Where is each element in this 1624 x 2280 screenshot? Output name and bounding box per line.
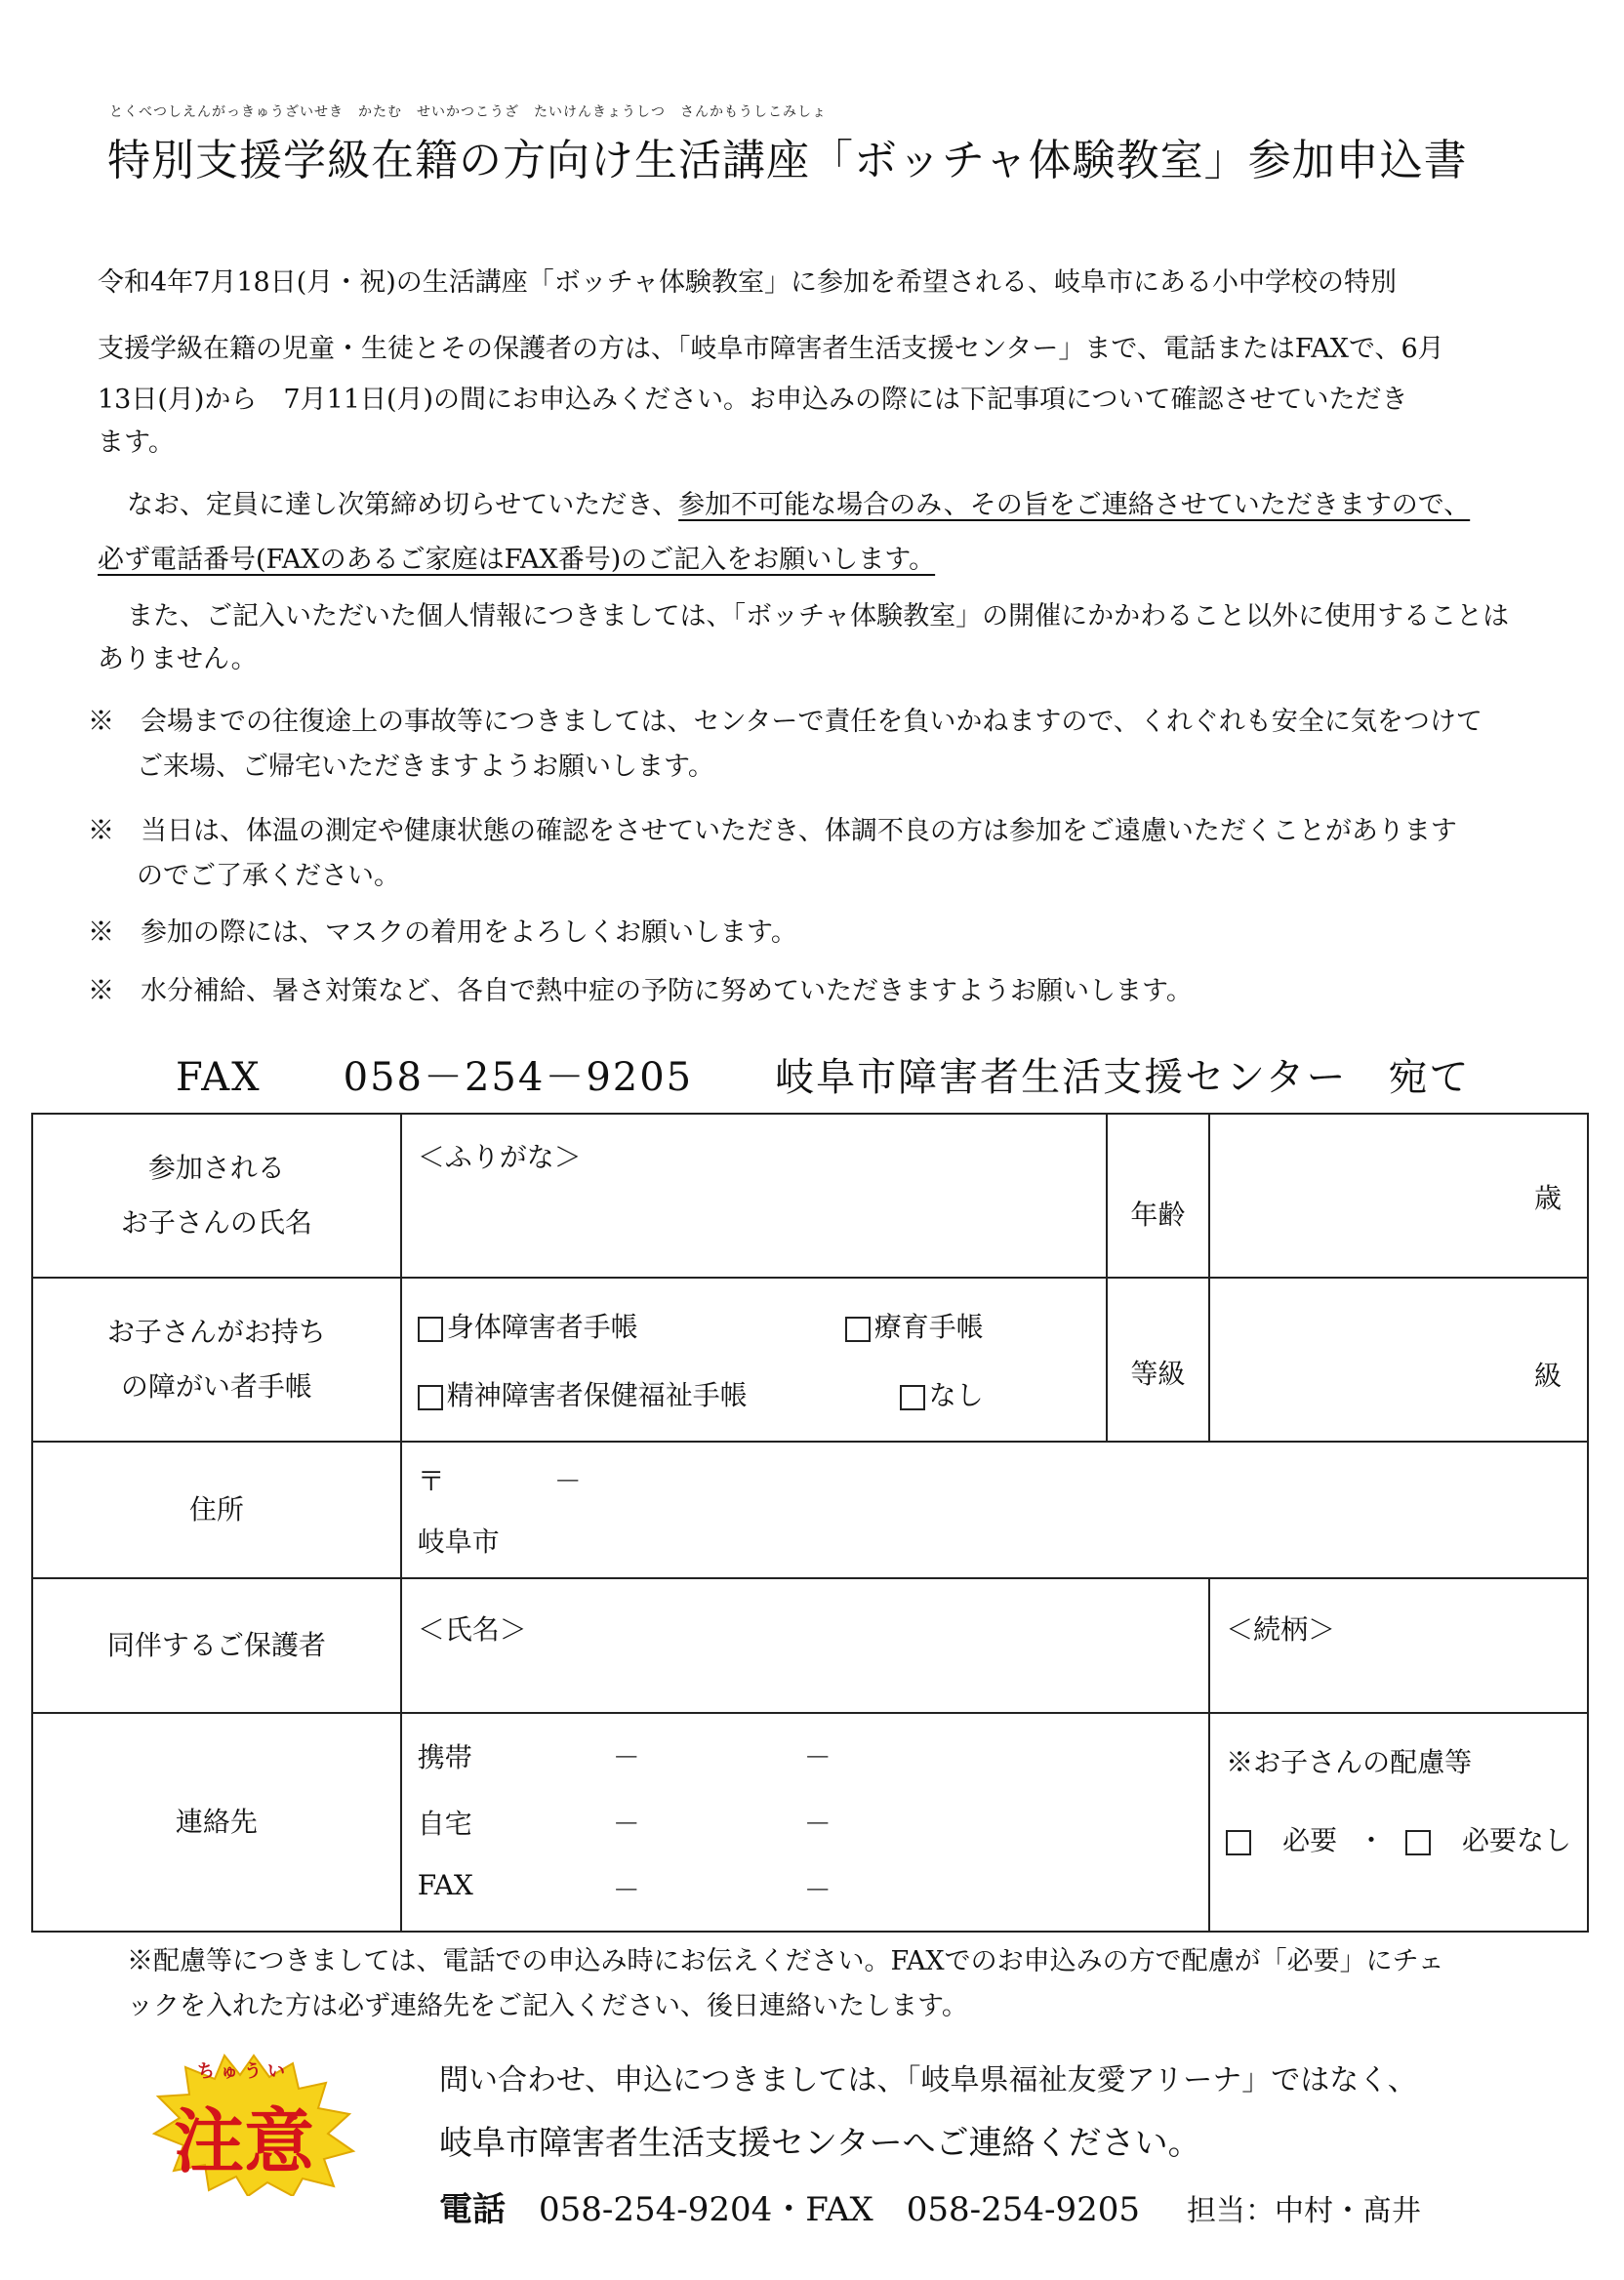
note-4-line-1: 水分補給、暑さ対策など、各自で熱中症の予防に努めていただきますようお願いします。	[141, 976, 1193, 1006]
note-4	[88, 970, 1193, 1013]
child-name-label	[32, 1114, 401, 1278]
checkbox-icon[interactable]	[1226, 1830, 1251, 1855]
privacy-line-1: また、ご記入いただいた個人情報につきましては、「ボッチャ体験教室」の開催にかかわること以外に使用することは	[127, 601, 1510, 631]
caution-line-2: 岐阜市障害者生活支援センターへご連絡ください。	[439, 2124, 1201, 2163]
contact-fax[interactable]	[418, 1869, 1193, 1908]
fax-header	[176, 1046, 1471, 1102]
checkbox-icon[interactable]	[1405, 1830, 1431, 1855]
consideration-label: ※お子さんの配慮等	[1226, 1746, 1473, 1778]
checkbox-icon[interactable]	[845, 1317, 871, 1342]
handbook-option-physical[interactable]	[418, 1306, 638, 1345]
contact-mobile-label: 携帯	[417, 1741, 472, 1773]
relation-label: ＜続柄＞	[1226, 1613, 1336, 1646]
title-furigana: とくべつしえんがっきゅうざいせき かたむ せいかつこうざ たいけんきょうしつ さんかもうしこみしょ	[109, 104, 827, 120]
note-1-line-1: 会場までの往復途上の事故等につきましては、センターで責任を負いかねますので、くれぐれも安全に気をつけて	[141, 707, 1482, 737]
footnote-line-1: ※配慮等につきましては、電話での申込み時にお伝えください。FAXでのお申込みの方で配慮が「必要」にチェ	[127, 1946, 1444, 1976]
contact-home-dashes: － －	[612, 1808, 832, 1840]
note-mark: ※	[88, 917, 114, 948]
handbook-option-ryoiku[interactable]	[845, 1306, 984, 1345]
child-name-field[interactable]	[401, 1114, 1107, 1278]
grade-field[interactable]	[1209, 1278, 1588, 1442]
note-2	[88, 810, 1457, 853]
intro-line-3: 13日(月)から 7月11日(月)の間にお申込みください。お申込みの際には下記事項について確認させていただき	[98, 385, 1408, 415]
age-unit: 歳	[1533, 1182, 1562, 1214]
handbook-option-none-label: なし	[928, 1379, 984, 1411]
checkbox-icon[interactable]	[900, 1385, 925, 1410]
handbook-options	[401, 1278, 1107, 1442]
child-name-label-1: 参加される	[147, 1152, 285, 1184]
contact-home-label: 自宅	[417, 1808, 472, 1840]
footnote-line-2: ックを入れた方は必ず連絡先をご記入ください、後日連絡いたします。	[127, 1991, 968, 2021]
handbook-option-none[interactable]	[900, 1374, 984, 1413]
grade-unit: 級	[1533, 1360, 1562, 1392]
handbook-option-physical-label: 身体障害者手帳	[446, 1311, 638, 1343]
capacity-text: なお、定員に達し次第締め切らせていただき、	[127, 490, 679, 520]
row-address	[32, 1442, 1588, 1578]
age-field[interactable]	[1209, 1114, 1588, 1278]
contact-mobile-dashes: － －	[612, 1741, 832, 1773]
capacity-line-2: 必ず電話番号(FAXのあるご家庭はFAX番号)のご記入をお願いします。	[98, 545, 936, 575]
relation-field[interactable]	[1209, 1578, 1588, 1713]
capacity-line-1	[127, 484, 1562, 527]
consideration-none-option[interactable]	[1405, 1824, 1571, 1856]
caution-line-1: 問い合わせ、申込につきましては、「岐阜県福祉友愛アリーナ」ではなく、	[439, 2063, 1417, 2097]
capacity-underlined: 参加不可能な場合のみ、その旨をご連絡させていただきますので、	[678, 490, 1471, 520]
note-2-line-1: 当日は、体温の測定や健康状態の確認をさせていただき、体調不良の方は参加をご遠慮いただくことがあります	[141, 816, 1457, 846]
caution-phone-line	[439, 2182, 1140, 2230]
contact-mobile[interactable]	[418, 1736, 1193, 1775]
note-3	[88, 912, 797, 955]
guardian-name-label: ＜氏名＞	[417, 1613, 527, 1646]
handbook-option-ryoiku-label: 療育手帳	[873, 1311, 984, 1343]
guardian-name-field[interactable]	[401, 1578, 1209, 1713]
consideration-need-label: 必要	[1282, 1824, 1338, 1856]
handbook-label-1: お子さんがお持ち	[106, 1316, 326, 1348]
guardian-label: 同伴するご保護者	[32, 1578, 401, 1713]
contact-home[interactable]	[418, 1803, 1193, 1842]
privacy-line-2: ありません。	[98, 644, 258, 674]
caution-badge-text: 注意	[174, 2100, 315, 2182]
note-mark: ※	[88, 707, 114, 737]
furigana-label: ＜ふりがな＞	[417, 1141, 582, 1173]
contact-fax-label: FAX	[417, 1869, 473, 1901]
child-name-label-2: お子さんの氏名	[120, 1206, 312, 1239]
consideration-need-option[interactable]	[1226, 1824, 1337, 1856]
note-1	[88, 701, 1482, 744]
fax-recipient: 岐阜市障害者生活支援センター	[775, 1055, 1348, 1100]
fax-number: 058－254－9205	[343, 1055, 694, 1100]
handbook-option-mental[interactable]	[418, 1374, 748, 1413]
postal-code-field[interactable]: 〒 －	[417, 1465, 582, 1497]
address-city: 岐阜市	[417, 1526, 500, 1558]
phone-label: 電話	[439, 2190, 506, 2229]
contact-fields	[401, 1713, 1209, 1932]
note-1-line-2: ご来場、ご帰宅いただきますようお願いします。	[137, 752, 714, 782]
consideration-separator: ・	[1358, 1824, 1386, 1856]
age-label: 年齢	[1107, 1114, 1210, 1278]
checkbox-icon[interactable]	[418, 1317, 443, 1342]
row-child-name	[32, 1114, 1588, 1278]
checkbox-icon[interactable]	[418, 1385, 443, 1410]
fax-label: FAX	[176, 1055, 262, 1100]
application-form-table	[31, 1113, 1589, 1933]
row-guardian	[32, 1578, 1588, 1713]
grade-label: 等級	[1107, 1278, 1210, 1442]
handbook-label	[32, 1278, 401, 1442]
handbook-label-2: の障がい者手帳	[120, 1370, 312, 1403]
caution-badge-furigana: ちゅうい	[197, 2061, 291, 2082]
contact-fax-dashes: － －	[612, 1874, 832, 1906]
row-contact	[32, 1713, 1588, 1932]
phone-number: 058-254-9204・FAX 058-254-9205	[539, 2190, 1140, 2229]
note-2-line-2: のでご了承ください。	[137, 861, 400, 891]
consideration-cell	[1209, 1713, 1588, 1932]
intro-line-1: 令和4年7月18日(月・祝)の生活講座「ボッチャ体験教室」に参加を希望される、岐阜市にある小中学校の特別	[98, 267, 1397, 298]
caution-badge	[146, 2050, 361, 2196]
fax-suffix: 宛て	[1388, 1055, 1471, 1100]
note-mark: ※	[88, 976, 114, 1006]
intro-line-2: 支援学級在籍の児童・生徒とその保護者の方は、「岐阜市障害者生活支援センター」まで、電話またはFAXで、6月	[98, 334, 1444, 364]
address-field[interactable]	[401, 1442, 1588, 1578]
staff-in-charge: 担当：中村・髙井	[1187, 2194, 1421, 2228]
handbook-option-mental-label: 精神障害者保健福祉手帳	[446, 1379, 748, 1411]
contact-label: 連絡先	[32, 1713, 401, 1932]
intro-line-4: ます。	[98, 428, 175, 458]
note-mark: ※	[88, 816, 114, 846]
address-label: 住所	[32, 1442, 401, 1578]
page-title: 特別支援学級在籍の方向け生活講座「ボッチャ体験教室」参加申込書	[107, 136, 1468, 185]
row-handbook	[32, 1278, 1588, 1442]
consideration-none-label: 必要なし	[1461, 1824, 1571, 1856]
note-3-line-1: 参加の際には、マスクの着用をよろしくお願いします。	[141, 917, 797, 948]
